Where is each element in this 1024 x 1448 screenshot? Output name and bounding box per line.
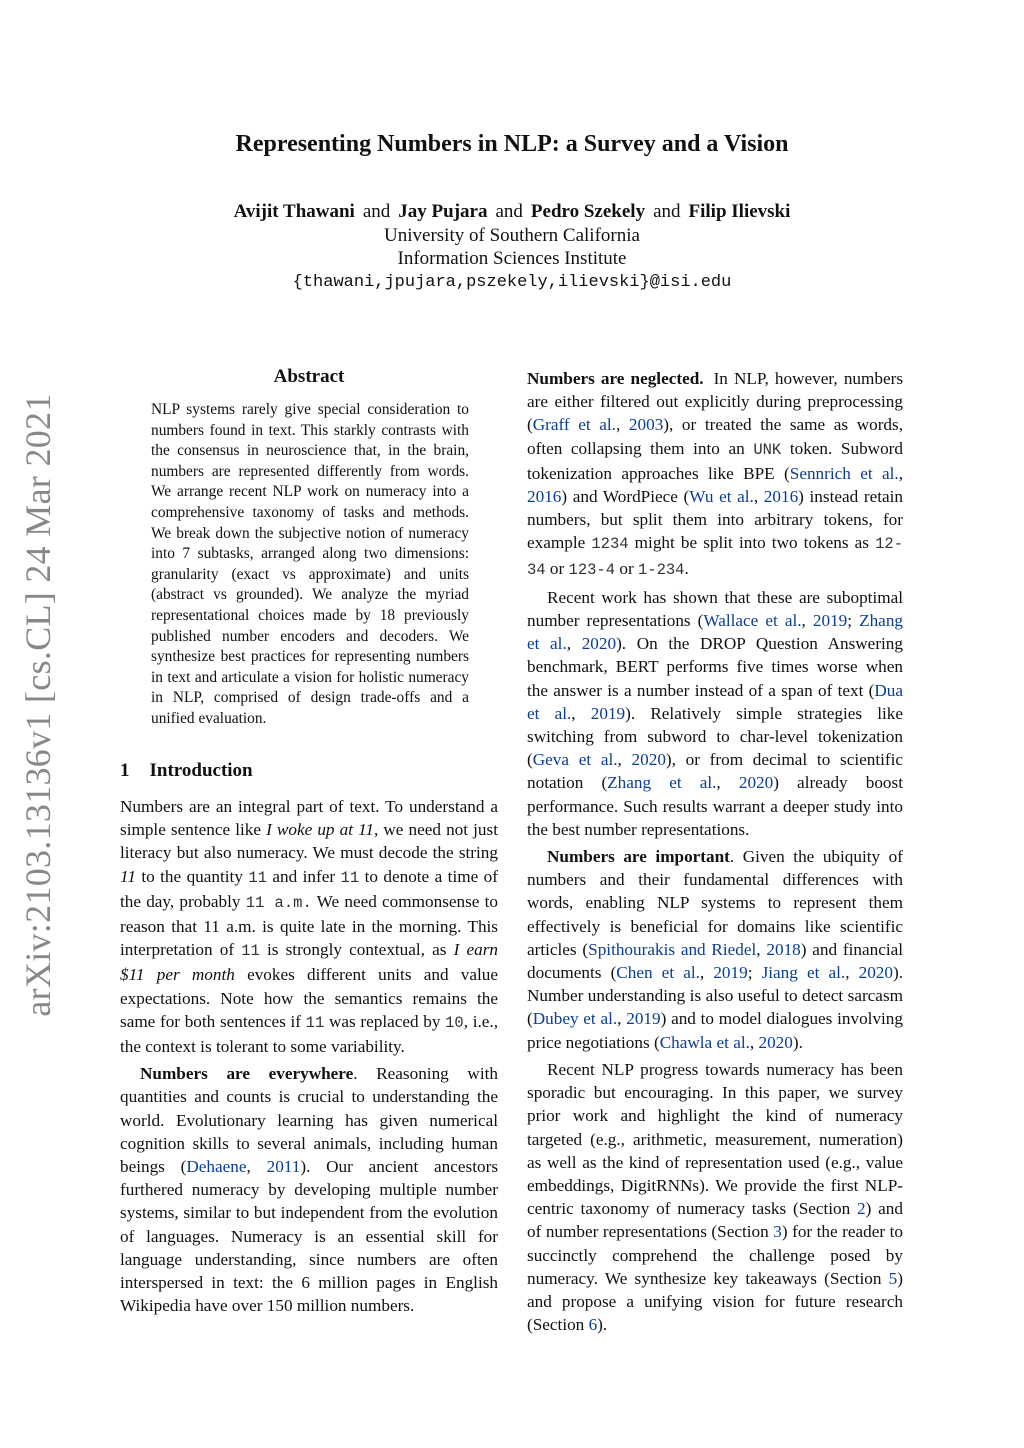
paragraph: Numbers are an integral part of text. To understand a simple sentence like I woke up at 11, we need not just literacy but also numeracy. We must decode the string 11 to the quantity 11 and infer 11 to denote a time of the day, probably 11 a.m. We need commonsense to reason that 11 a.m. is quite late in the morning. This interpretation of 11 is strongly contextual, as I earn $11 per month evokes different units and value expectations. Note how the semantics remains the same for both sentences if 11 was replaced by 10, i.e., the context is tolerant to some variability. — [120, 797, 499, 1057]
arxiv-sidebar — [14, 345, 62, 1065]
affiliation: Information Sciences Institute — [397, 248, 627, 269]
citation-link[interactable]: Sennrich et al. — [789, 463, 899, 483]
right-column — [527, 367, 903, 1336]
section-link[interactable]: 3 — [773, 1222, 782, 1242]
citation-link[interactable]: 2016 — [763, 487, 799, 507]
citation-link[interactable]: Jiang et al. — [761, 963, 846, 983]
author-block — [0, 200, 1024, 294]
author-name: Jay Pujara — [398, 201, 488, 222]
author-email: {thawani,jpujara,pszekely,ilievski}@isi.edu — [292, 272, 732, 292]
citation-link[interactable]: Graff et al. — [532, 415, 616, 435]
author-name: Filip Ilievski — [688, 201, 791, 222]
citation-link[interactable]: Chawla et al. — [659, 1032, 750, 1052]
citation-link[interactable]: 2011 — [266, 1157, 301, 1177]
citation-link[interactable]: 2016 — [527, 487, 562, 507]
abstract-heading: Abstract — [273, 366, 345, 387]
citation-link[interactable]: Wu et al. — [689, 487, 754, 507]
citation-link[interactable]: 2020 — [631, 750, 666, 770]
citation-link[interactable]: Zhang et al. — [527, 611, 904, 654]
section-link[interactable]: 5 — [888, 1268, 898, 1288]
and-word: and — [362, 201, 391, 222]
abstract-text: NLP systems rarely give special consideration to numbers found in text. This starkly contrasts with the consensus in neuroscience that, in the brain, numbers are represented differently from words. We arrange recent NLP work on numeracy into a comprehensive taxonomy of tasks and methods. We break down the subjective notion of numeracy into 7 subtasks, arranged along two dimensions: granularity (exact vs approximate) and units (abstract vs grounded). We analyze the myriad representational choices made by 18 previously published number encoders and decoders. We synthesize best practices for representing numbers in text and articulate a vision for holistic numeracy in NLP, comprised of design trade-offs and a unified evaluation. — [151, 401, 469, 727]
citation-link[interactable]: 2019 — [812, 611, 848, 631]
section-link[interactable]: 2 — [857, 1199, 866, 1219]
paragraph: Recent NLP progress towards numeracy has been sporadic but encouraging. In this paper, we survey prior work and highlight the kind of numeracy targeted (e.g., arithmetic, measurement, numeration) as well as the kind of representation used (e.g., value embeddings, DigitRNNs). We provide the first NLP-centric taxonomy of numeracy tasks (Section 2) and of number representations (Section 3) for the reader to succinctly comprehend the challenge posed by numeracy. We synthesize key takeaways (Section 5) and propose a unifying vision for future research (Section 6). — [527, 1059, 904, 1335]
paragraph: Numbers are everywhere. Reasoning with quantities and counts is crucial to understanding the world. Evolutionary learning has given numerical cognition skills to several animals, including human beings (Dehaene, 2011). Our ancient ancestors furthered numeracy by developing multiple number systems, similar to but independent from the evolution of languages. Numeracy is an essential skill for language understanding, since numbers are often interspersed in text: the 6 million pages in English Wikipedia have over 150 million numbers. — [120, 1064, 499, 1316]
citation-link[interactable]: 2018 — [766, 939, 801, 959]
citation-link[interactable]: 2019 — [713, 963, 748, 983]
section-heading — [120, 760, 253, 782]
arxiv-stamp: arXiv:2103.13136v1 [cs.CL] 24 Mar 2021 — [18, 393, 58, 1017]
author-name: Avijit Thawani — [233, 201, 355, 222]
left-column — [120, 795, 498, 1317]
citation-link[interactable]: 2019 — [590, 703, 626, 723]
author-name: Pedro Szekely — [530, 201, 646, 222]
paragraph: Recent work has shown that these are suboptimal number representations (Wallace et al., 2019; Zhang et al., 2020). On the DROP Question Answering benchmark, BERT performs five times worse when the answer is a number instead of a span of text (Dua et al., 2019). Relatively simple strategies like switching from subword to char-level tokenization (Geva et al., 2020), or from decimal to scientific notation (Zhang et al., 2020) already boost performance. Such results warrant a deeper study into the best number representations. — [527, 587, 904, 839]
and-word: and — [653, 201, 681, 222]
paragraph: Numbers are neglected. In NLP, however, numbers are either filtered out explicitly during preprocessing (Graff et al., 2003), or treated the same as words, often collapsing them into an UNK token. Subword tokenization approaches like BPE (Sennrich et al., 2016) and WordPiece (Wu et al., 2016) instead retain numbers, but split them into arbitrary tokens, for example 1234 might be split into two tokens as 12-34 or 123-4 or 1-234. — [527, 369, 904, 579]
citation-link[interactable]: Dehaene — [186, 1157, 247, 1177]
paper-title: Representing Numbers in NLP: a Survey and a Vision — [235, 131, 789, 157]
section-number: 1 — [120, 760, 130, 781]
citation-link[interactable]: Wallace et al. — [703, 611, 802, 631]
citation-link[interactable]: 2020 — [738, 773, 774, 793]
author-line — [0, 200, 1024, 224]
and-word: and — [495, 201, 523, 222]
citation-link[interactable]: 2020 — [758, 1032, 793, 1052]
affiliation: University of Southern California — [384, 224, 640, 246]
citation-link[interactable]: 2003 — [628, 415, 664, 435]
section-title: Introduction — [149, 760, 253, 781]
paragraph: Numbers are important. Given the ubiquity of numbers and their fundamental differences with words, enabling NLP systems to represent them effectively is beneficial for domains like scientific articles (Spithourakis and Riedel, 2018) and financial documents (Chen et al., 2019; Jiang et al., 2020). Number understanding is also useful to detect sarcasm (Dubey et al., 2019) and to model dialogues involving price negotiations (Chawla et al., 2020). — [527, 847, 904, 1052]
citation-link[interactable]: 2020 — [858, 963, 893, 983]
citation-link[interactable]: 2019 — [626, 1009, 661, 1029]
citation-link[interactable]: Chen et al. — [616, 963, 700, 983]
citation-link[interactable]: Dubey et al. — [532, 1009, 618, 1029]
citation-link[interactable]: Spithourakis and Riedel — [588, 939, 757, 959]
citation-link[interactable]: 2020 — [581, 634, 617, 654]
section-link[interactable]: 6 — [588, 1315, 598, 1335]
citation-link[interactable]: Dua et al. — [527, 680, 903, 723]
citation-link[interactable]: Geva et al. — [532, 750, 618, 770]
citation-link[interactable]: Zhang et al. — [607, 773, 717, 793]
